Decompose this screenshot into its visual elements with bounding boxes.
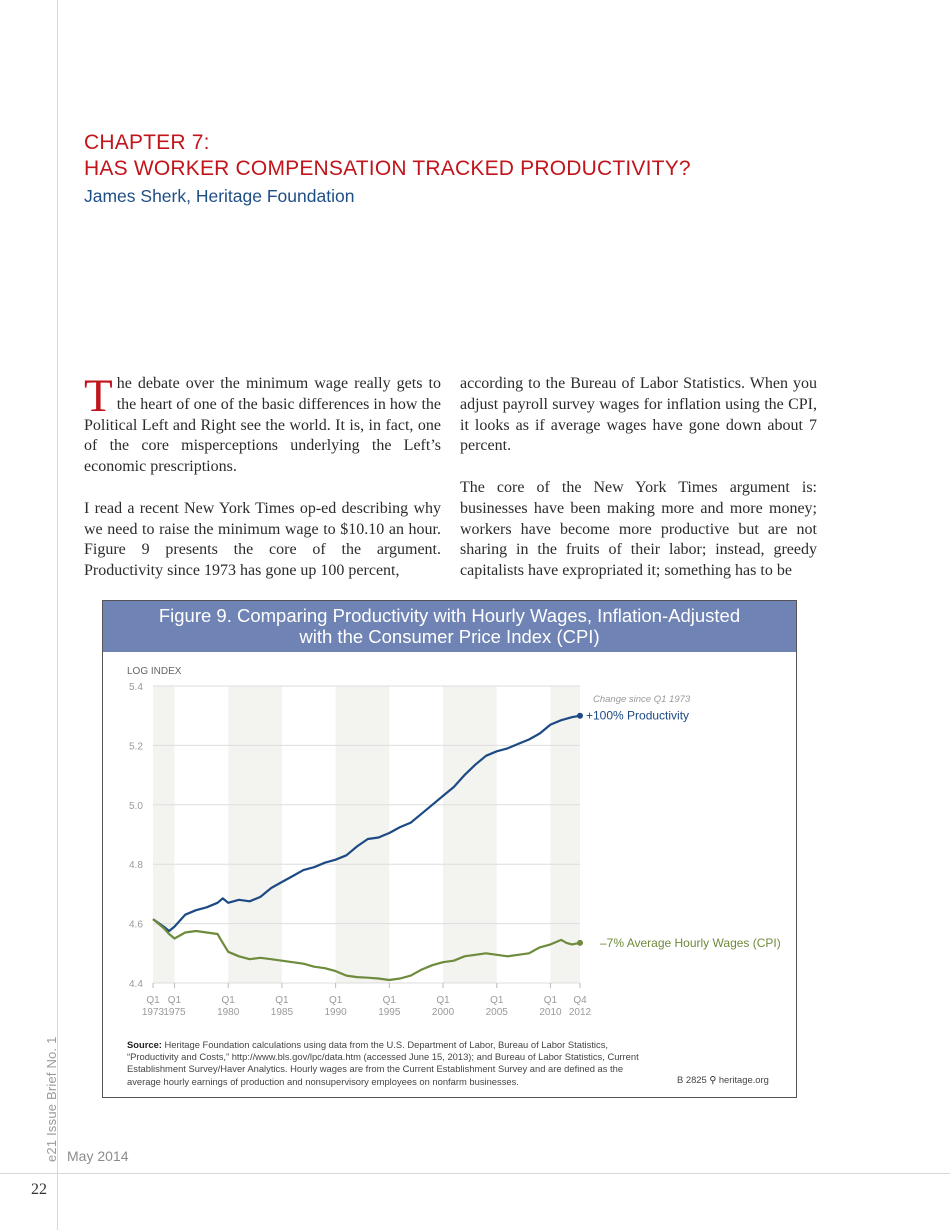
chapter-heading <box>84 130 691 182</box>
x-tick-quarter: Q4 <box>573 995 587 1006</box>
page-number: 22 <box>31 1181 47 1198</box>
x-tick-year: 2012 <box>568 1007 592 1018</box>
drop-cap: T <box>84 370 113 422</box>
x-tick-year: 2005 <box>485 1007 508 1018</box>
y-tick-label: 5.2 <box>129 741 143 753</box>
chapter-number: CHAPTER 7: <box>84 131 210 154</box>
shaded-band <box>550 686 580 983</box>
figure-9 <box>102 600 797 1098</box>
report-code: B 2825 <box>677 1074 707 1085</box>
x-tick-quarter: Q1 <box>436 995 450 1006</box>
x-tick-quarter: Q1 <box>328 995 343 1006</box>
source-label: Source: <box>127 1039 162 1050</box>
x-tick-year: 1973 <box>141 1007 165 1018</box>
chapter-author: James Sherk, Heritage Foundation <box>84 186 355 206</box>
y-tick-label: 4.4 <box>129 979 143 990</box>
y-axis-label: LOG INDEX <box>127 666 182 677</box>
x-tick-year: 2010 <box>539 1007 562 1018</box>
x-tick-quarter: Q1 <box>490 995 504 1006</box>
x-tick-year: 2000 <box>431 1007 455 1018</box>
shaded-band <box>153 686 174 983</box>
y-tick-label: 5.4 <box>129 682 143 693</box>
shaded-band <box>336 686 390 983</box>
y-tick-label: 4.6 <box>129 919 143 931</box>
x-tick-quarter: Q1 <box>146 995 160 1006</box>
paragraph-3: according to the Bureau of Labor Statistics. When you adjust payroll survey wages for inflation using the CPI, it looks as if average wages have gone down about 7 percent. <box>460 375 817 455</box>
x-tick-quarter: Q1 <box>543 995 558 1006</box>
footer-rule <box>0 1173 950 1174</box>
paragraph-1 <box>84 370 441 478</box>
y-tick-label: 4.8 <box>129 860 143 872</box>
series-change-label: –7% Average Hourly Wages (CPI) <box>600 935 781 950</box>
x-tick-year: 1980 <box>217 1007 240 1018</box>
x-tick-year: 1990 <box>324 1007 347 1018</box>
paragraph-2: I read a recent New York Times op-ed describing why we need to raise the minimum wage to $10.10 an hour. Figure 9 presents the core of the argument. Productivity since 1973 has gone up 100 percent, <box>84 499 441 580</box>
x-tick-quarter: Q1 <box>167 995 182 1006</box>
x-tick-quarter: Q1 <box>221 995 235 1006</box>
line-chart <box>103 601 796 1097</box>
chapter-title: HAS WORKER COMPENSATION TRACKED PRODUCTIVITY? <box>84 157 691 180</box>
series-end-point <box>577 713 583 719</box>
figure-title <box>103 601 796 652</box>
body-column-right <box>460 374 817 603</box>
shaded-band <box>443 686 497 983</box>
series-change-label: +100% Productivity <box>586 708 690 723</box>
series-end-point <box>577 940 583 946</box>
figure-credit <box>677 1074 769 1086</box>
x-tick-year: 1975 <box>163 1007 186 1018</box>
publication-date: May 2014 <box>67 1148 129 1164</box>
x-tick-year: 1995 <box>378 1007 401 1018</box>
chart-annotation: Change since Q1 1973 <box>593 694 691 705</box>
x-tick-year: 1985 <box>270 1007 294 1018</box>
x-tick-quarter: Q1 <box>275 995 289 1006</box>
figure-source <box>127 1039 657 1088</box>
publication-label: e21 Issue Brief No. 1 <box>44 1036 59 1162</box>
heritage-bell-icon: ⚲ <box>709 1074 717 1085</box>
figure-title-line1: Figure 9. Comparing Productivity with Hourly Wages, Inflation-Adjusted <box>158 605 741 626</box>
figure-title-line2: with the Consumer Price Index (CPI) <box>299 626 600 647</box>
x-tick-quarter: Q1 <box>382 995 396 1006</box>
paragraph-4: The core of the New York Times argument is: businesses have been making more and more money; workers have become more productive but are not sharing in the fruits of their labor; instead, greedy capitalists have expropriated it; something has to be <box>460 478 817 580</box>
heritage-url: heritage.org <box>718 1074 769 1085</box>
body-column-left <box>84 370 441 603</box>
shaded-band <box>228 686 282 983</box>
source-text: Heritage Foundation calculations using data from the U.S. Department of Labor, Bureau of Labor Statistics, “Productivity and Costs,” http://www.bls.gov/lpc/data.htm (accessed June 15, 2013); and Bureau of Labor Statistics, Current Establishment Survey/Haver Analytics. Hourly wages are from the Current Establishment Survey and are defined as the average hourly earnings of production and nonsupervisory employees on nonfarm businesses. <box>127 1039 639 1087</box>
y-tick-label: 5.0 <box>129 800 143 812</box>
paragraph-1-text: he debate over the minimum wage really gets to the heart of one of the basic differences in how the Political Left and Right see the world. It is, in fact, one of the core misperceptions underlying the Left’s economic prescriptions. <box>84 375 441 476</box>
